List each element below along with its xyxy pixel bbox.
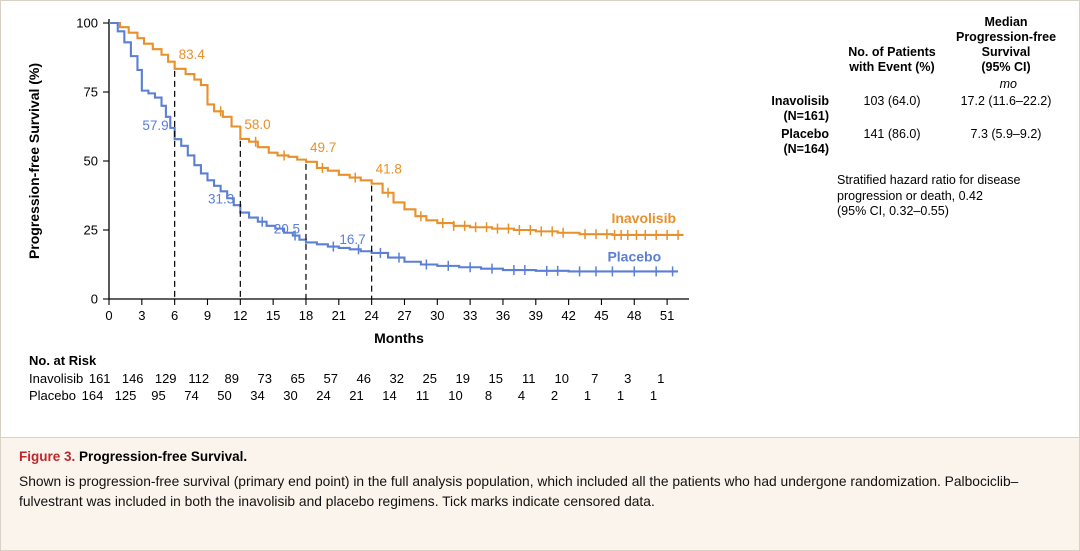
x-tick-label: 12 [233,308,248,323]
x-tick-label: 48 [627,308,642,323]
stats-row-placebo [749,127,1061,157]
risk-cell: 3 [624,371,632,386]
risk-cell: 50 [217,388,232,403]
caption-text: Shown is progression-free survival (primary end point) in the full analysis population, which included all the patients who had undergone randomization. Palbociclib–fulvestrant was included in both the inavolisib and placebo regimens. Tick marks indicate censored data. [19,474,1019,509]
risk-row-label: Placebo [29,388,76,403]
risk-cell: 4 [517,388,526,403]
hazard-note-line2: progression or death, 0.42 [837,188,983,203]
annotation-inavolisib-12mo: 58.0 [244,116,271,132]
risk-cell: 161 [88,371,111,386]
stats-group-name-line1: Inavolisib [771,94,829,108]
stats-header-row [749,15,1061,75]
risk-cell: 10 [554,371,569,386]
risk-cell: 112 [188,371,210,386]
stats-header-events [833,45,951,75]
risk-cell: 19 [455,371,470,386]
stats-median-value: 17.2 (11.6–22.2) [960,94,1052,108]
risk-cell: 25 [422,371,437,386]
risk-cell: 46 [356,371,371,386]
x-tick-label: 33 [462,308,478,323]
risk-cell: 11 [415,388,430,403]
risk-cell: 1 [616,388,625,403]
y-tick-label: 0 [90,291,98,307]
annotation-inavolisib-6mo: 83.4 [178,46,205,62]
risk-row-label: Inavolisib [29,371,84,386]
x-tick-label: 30 [430,308,445,323]
stats-header-median-line4: (95% CI) [981,60,1031,74]
risk-cell: 129 [154,371,177,386]
stats-events-value: 141 (86.0) [863,127,921,141]
risk-cell: 21 [349,388,364,403]
risk-cell: 34 [250,388,265,403]
risk-cell: 14 [382,388,397,403]
number-at-risk-table [29,353,669,405]
x-tick-label: 27 [397,308,412,323]
stats-row-inavolisib [749,94,1061,124]
summary-statistics-table [749,15,1061,220]
stats-header-median [951,15,1061,75]
risk-row-values [83,371,677,386]
stats-median-value: 7.3 (5.9–9.2) [970,127,1042,141]
risk-cell: 8 [484,388,493,403]
stats-group-name-line1: Placebo [781,127,829,141]
hazard-note-line1: Stratified hazard ratio for disease [837,173,1021,187]
risk-cell: 57 [323,371,338,386]
x-tick-label: 42 [561,308,576,323]
x-tick-label: 36 [495,308,511,323]
stats-header-median-line2: Progression-free [955,30,1057,44]
figure-caption [1,437,1079,550]
y-tick-label: 100 [76,15,98,31]
risk-cell: 73 [257,371,272,386]
y-tick-label: 50 [83,153,98,169]
risk-table-title: No. at Risk [29,353,97,368]
stats-events-value: 103 (64.0) [863,94,921,108]
risk-cell: 125 [114,388,137,403]
x-tick-label: 24 [364,308,379,323]
stats-unit-label: mo [999,77,1017,91]
y-tick-label: 75 [83,84,98,100]
hazard-ratio-note [837,173,1047,220]
risk-row-placebo [29,388,669,405]
y-tick-label: 25 [83,222,98,238]
x-tick-label: 18 [298,308,314,323]
y-axis-title: Progression-free Survival (%) [26,62,42,260]
risk-cell: 1 [583,388,592,403]
figure-heading: Progression-free Survival. [79,449,248,464]
risk-cell: 32 [389,371,404,386]
stats-header-events-line2: with Event (%) [849,60,935,74]
stats-group-name-line2: (N=161) [783,109,829,123]
risk-cell: 74 [184,388,199,403]
risk-cell: 65 [290,371,305,386]
risk-cell: 1 [657,371,665,386]
x-axis-title: Months [374,330,424,346]
annotation-placebo-18mo: 20.5 [273,221,300,237]
risk-cell: 2 [550,388,559,403]
x-tick-label: 6 [171,308,179,323]
stats-header-median-line3: Survival [981,45,1031,59]
risk-cell: 30 [283,388,298,403]
x-tick-label: 9 [203,308,212,323]
x-tick-label: 39 [528,308,544,323]
risk-cell: 10 [448,388,463,403]
risk-cell: 7 [591,371,599,386]
risk-cell: 89 [224,371,239,386]
risk-row-inavolisib [29,371,669,388]
stats-group-name [749,94,833,124]
x-tick-label: 0 [105,308,113,323]
risk-cell: 164 [81,388,104,403]
stats-group-name-line2: (N=164) [783,142,829,156]
series-label-inavolisib: Inavolisib [611,209,677,226]
x-tick-label: 45 [594,308,609,323]
annotation-placebo-12mo: 31.3 [208,191,235,207]
stats-group-name [749,127,833,157]
x-tick-label: 51 [659,308,675,323]
series-label-placebo: Placebo [607,248,662,265]
risk-cell: 1 [649,388,658,403]
figure-number: Figure 3. [19,449,76,464]
stats-header-median-line1: Median [984,15,1028,29]
annotation-placebo-24mo: 16.7 [339,231,366,247]
x-tick-label: 3 [138,308,146,323]
annotation-inavolisib-18mo: 49.7 [309,139,337,155]
caption-title [19,448,1061,466]
stats-header-events-line1: No. of Patients [848,45,936,59]
annotation-placebo-6mo: 57.9 [142,118,169,134]
risk-cell: 24 [316,388,331,403]
x-tick-label: 21 [331,308,347,323]
risk-cell: 15 [488,371,503,386]
risk-row-values [76,388,670,403]
hazard-note-line3: (95% CI, 0.32–0.55) [837,204,949,218]
x-tick-label: 15 [265,308,281,323]
risk-cell: 146 [121,371,144,386]
risk-cell: 95 [151,388,166,403]
annotation-inavolisib-24mo: 41.8 [375,161,402,177]
risk-cell: 11 [521,371,536,386]
